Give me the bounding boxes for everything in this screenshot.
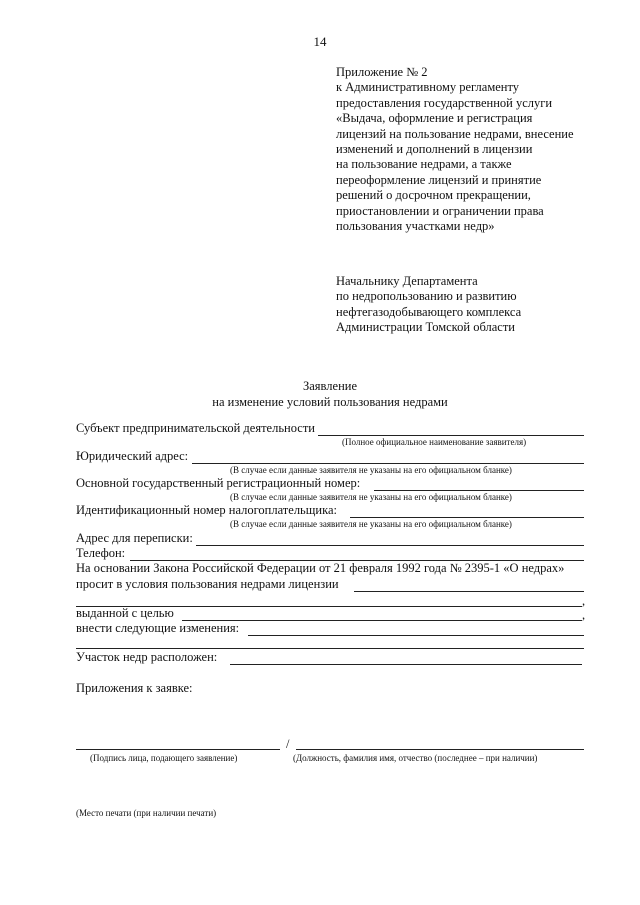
comma-2: , [582,608,586,622]
inn-label: Идентификационный номер налогоплательщика: [76,503,337,517]
changes-field[interactable] [248,635,584,636]
legal-address-hint: (В случае если данные заявителя не указаны на его официальном бланке) [230,465,512,475]
signature-hint: (Подпись лица, подающего заявление) [90,753,238,763]
appendix-line: Приложение № 2 [336,65,428,79]
page-number: 14 [313,34,327,49]
basis-text: На основании Закона Российской Федерации от 21 февраля 1992 года № 2395-1 «О недрах» [76,561,565,575]
form-title [0,378,640,410]
changes-label: внести следующие изменения: [76,621,240,635]
appendix-line: на пользование недрами, а также [336,157,512,172]
signature-slash: / [286,737,290,751]
stamp-place: (Место печати (при наличии печати) [76,808,217,818]
appendix-line: предоставления государственной услуги [336,95,553,110]
appendix-line: переоформление лицензий и принятие [336,172,542,187]
form-title-line2: на изменение условий пользования недрами [212,395,448,409]
name-position-hint: (Должность, фамилия имя, отчество (последнее – при наличии) [293,753,538,763]
issued-for-field[interactable] [182,620,582,621]
legal-address-label: Юридический адрес: [76,449,189,463]
comma-1: , [582,594,586,608]
site-location-field[interactable] [230,664,582,665]
appendix-line: приостановлении и ограничении права [336,203,544,218]
addressee-line: по недропользованию и развитию [336,289,517,304]
ogrn-label: Основной государственный регистрационный номер: [76,476,361,490]
subject-label: Субъект предпринимательской деятельности [76,421,315,435]
ogrn-field[interactable] [374,490,584,491]
issued-for-label: выданной с целью [76,606,174,620]
addressee-line: Начальнику Департамента [336,274,478,288]
appendix-line: пользования участками недр» [336,219,495,234]
name-position-field[interactable] [296,749,584,750]
ogrn-hint: (В случае если данные заявителя не указаны на его официальном бланке) [230,492,512,502]
appendix-line: лицензий на пользование недрами, внесение [336,126,574,141]
appendix-line: к Административному регламенту [336,80,520,95]
mail-address-label: Адрес для переписки: [76,531,193,545]
legal-address-field[interactable] [192,463,584,464]
inn-field[interactable] [350,517,584,518]
changes-field-continued[interactable] [76,648,584,649]
attachments-label: Приложения к заявке: [76,681,193,695]
signature-field[interactable] [76,749,280,750]
site-location-label: Участок недр расположен: [76,650,218,664]
addressee-line: нефтегазодобывающего комплекса [336,304,522,319]
appendix-line: изменений и дополнений в лицензии [336,142,533,157]
addressee-line: Администрации Томской области [336,320,515,335]
addressee-block [336,274,521,336]
appendix-line: «Выдача, оформление и регистрация [336,111,533,126]
subject-field[interactable] [318,435,584,436]
appendix-line: решений о досрочном прекращении, [336,188,531,203]
subject-hint: (Полное официальное наименование заявителя) [342,437,527,447]
inn-hint: (В случае если данные заявителя не указаны на его официальном бланке) [230,519,512,529]
license-field[interactable] [354,591,584,592]
mail-address-field[interactable] [196,545,584,546]
form-title-line1: Заявление [302,379,357,393]
phone-label: Телефон: [76,546,126,560]
request-label: просит в условия пользования недрами лицензии [76,577,339,591]
appendix-block [336,65,574,234]
